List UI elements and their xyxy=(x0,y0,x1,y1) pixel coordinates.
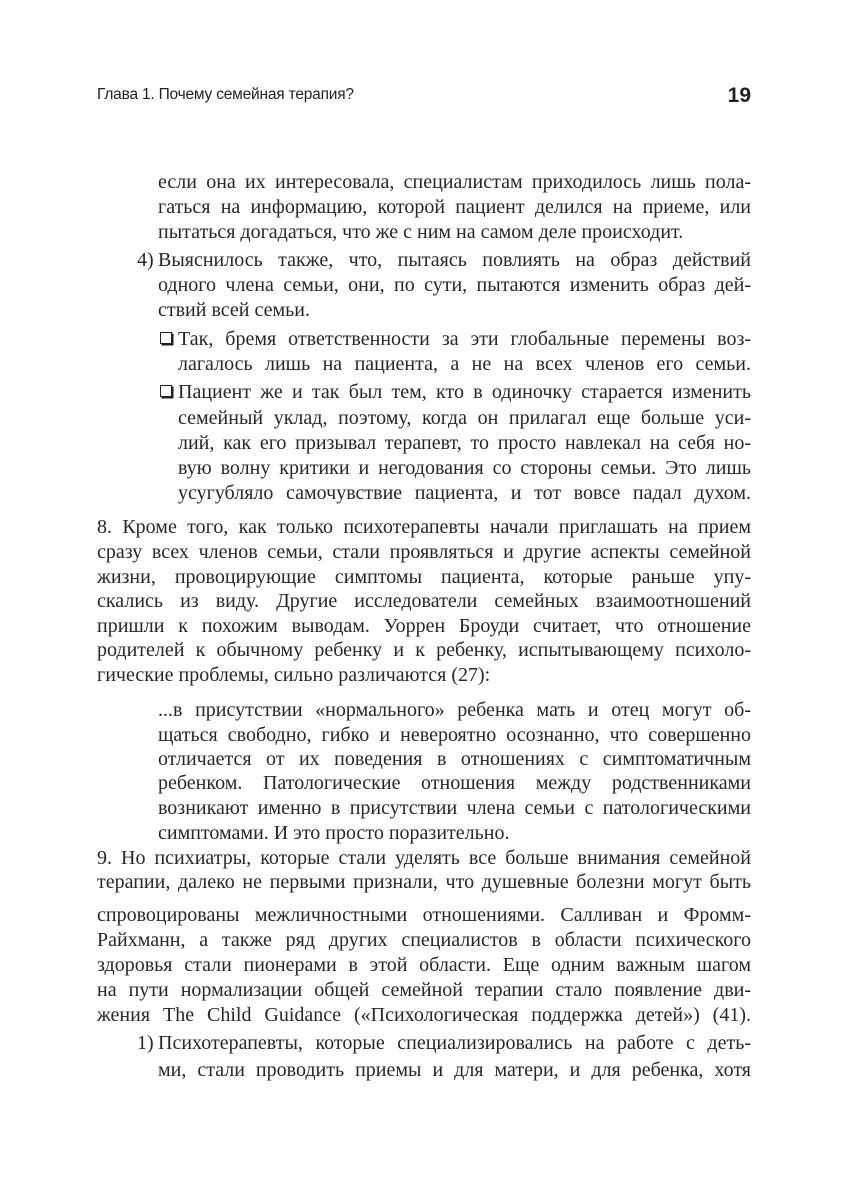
paragraph-text-line: спровоцированы межличностными отношениями. Салливан и Фромм- xyxy=(97,904,751,926)
bullet-text-line: Так, бремя ответственности за эти глобальные перемены воз- xyxy=(178,328,751,350)
paragraph-text-line: пришли к похожим выводам. Уоррен Броуди считает, что отношение xyxy=(97,615,751,637)
paragraph-text-line: здоровья стали пионерами в этой области. Еще одним важным шагом xyxy=(97,954,751,976)
numbered-text-line: одного члена семьи, они, по сути, пытаются изменить образ дей- xyxy=(158,274,751,296)
paragraph-text-line: гические проблемы, сильно различаются (27): xyxy=(97,664,491,686)
paragraph-text-line: Райхманн, а также ряд других специалистов в области психического xyxy=(97,929,751,951)
paragraph-text-line: скались из виду. Другие исследователи семейных взаимоотношений xyxy=(97,590,751,612)
paragraph-text-line: жизни, провоцирующие симптомы пациента, которые раньше упу- xyxy=(97,566,751,588)
bullet-text-line: лагалось лишь на пациента, а не на всех членов его семьи. xyxy=(178,353,751,375)
paragraph-text-line: 8. Кроме того, как только психотерапевты начали приглашать на прием xyxy=(97,516,751,538)
quote-text-line: отличается от их поведения в отношениях с симптоматичным xyxy=(158,748,751,770)
paragraph-text-line: терапии, далеко не первыми признали, что душевные болезни могут быть xyxy=(97,871,751,893)
quote-text-line: ребенком. Патологические отношения между родственниками xyxy=(158,772,751,794)
quote-text-line: симптомами. И это просто поразительно. xyxy=(158,822,510,844)
page-number: 19 xyxy=(727,84,751,107)
numbered-text-line: ми, стали проводить приемы и для матери, и для ребенка, хотя xyxy=(158,1059,751,1081)
numbered-text-line: Выяснилось также, что, пытаясь повлиять на образ действий xyxy=(158,249,751,271)
continuation-text-line: пытаться догадаться, что же с ним на самом деле происходит. xyxy=(158,221,684,243)
bullet-text-line: вую волну критики и негодования со стороны семьи. Это лишь xyxy=(178,457,751,479)
paragraph-text-line: родителей к обычному ребенку и к ребенку, испытывающему психоло- xyxy=(97,639,751,661)
list-marker: 4) xyxy=(137,249,154,271)
bullet-text-line: усугубляло самочувствие пациента, и тот вовсе падал духом. xyxy=(178,482,751,504)
continuation-text-line: если она их интересовала, специалистам приходилось лишь пола- xyxy=(158,171,751,193)
numbered-text-line: Психотерапевты, которые специализировались на работе с деть- xyxy=(158,1032,751,1054)
paragraph-text-line: на пути нормализации общей семейной терапии стало появление дви- xyxy=(97,979,751,1001)
bullet-text-line: лий, как его призывал терапевт, то просто навлекал на себя но- xyxy=(178,432,751,454)
list-marker: 1) xyxy=(137,1032,154,1054)
checkbox-bullet-icon xyxy=(160,385,172,397)
numbered-text-line: ствий всей семьи. xyxy=(158,299,310,321)
paragraph-text-line: жения The Child Guidance («Психологическая поддержка детей») (41). xyxy=(97,1004,751,1026)
bullet-text-line: семейный уклад, поэтому, когда он прилагал еще больше уси- xyxy=(178,407,751,429)
bullet-text-line: Пациент же и так был тем, кто в одиночку старается изменить xyxy=(178,381,751,403)
checkbox-bullet-icon xyxy=(160,332,172,344)
quote-text-line: ...в присутствии «нормального» ребенка мать и отец могут об- xyxy=(158,699,751,721)
paragraph-text-line: 9. Но психиатры, которые стали уделять все больше внимания семейной xyxy=(97,847,751,869)
continuation-text-line: гаться на информацию, которой пациент делился на приеме, или xyxy=(158,196,751,218)
running-header-chapter-title: Глава 1. Почему семейная терапия? xyxy=(97,86,354,103)
quote-text-line: возникают именно в присутствии члена семьи с патологическими xyxy=(158,797,751,819)
quote-text-line: щаться свободно, гибко и невероятно осознанно, что совершенно xyxy=(158,724,751,746)
paragraph-text-line: сразу всех членов семьи, стали проявляться и другие аспекты семейной xyxy=(97,541,751,563)
